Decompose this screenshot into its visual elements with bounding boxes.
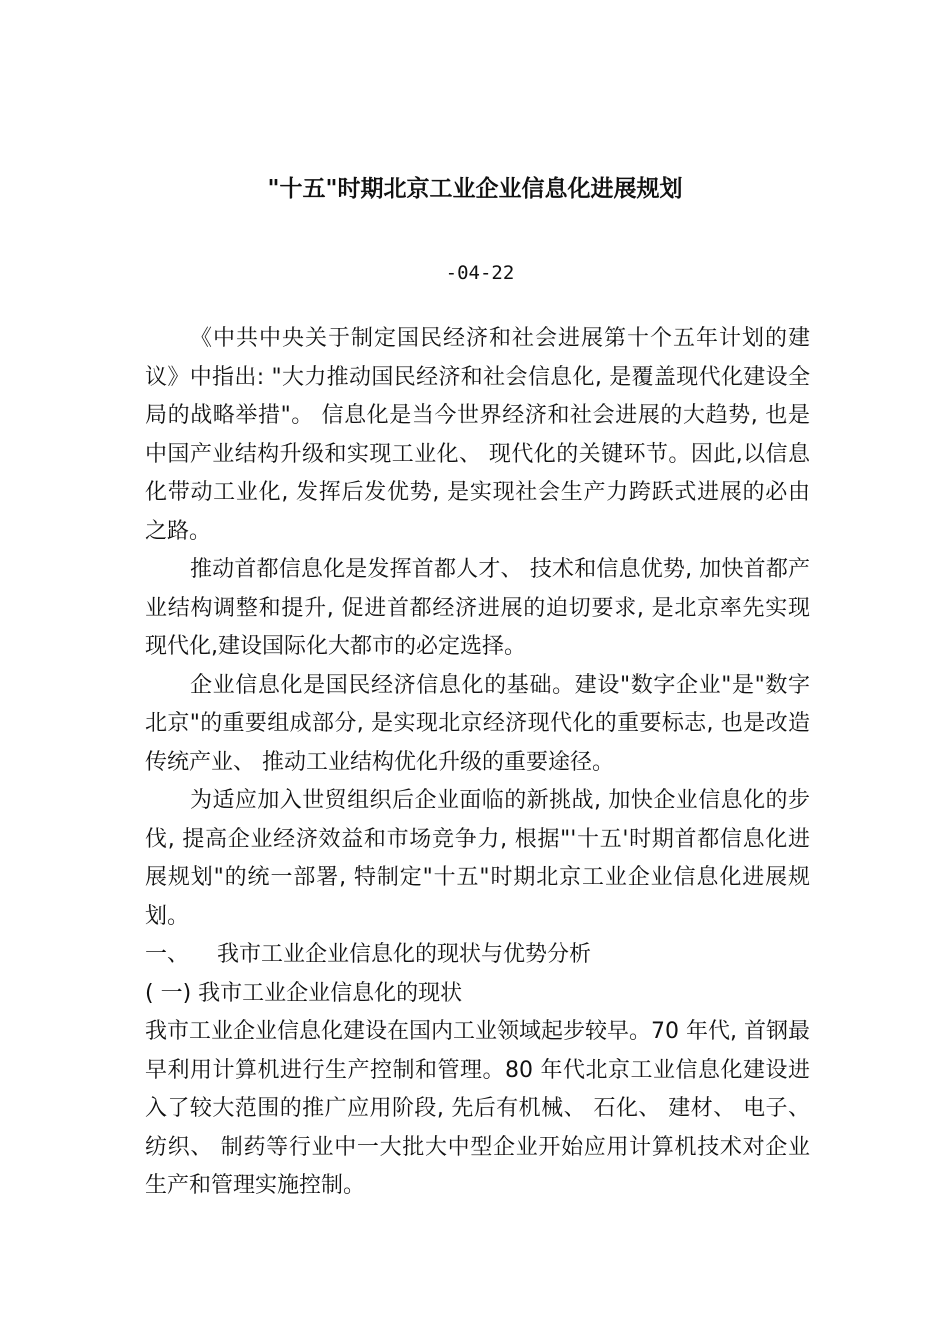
paragraph-4: 为适应加入世贸组织后企业面临的新挑战, 加快企业信息化的步伐, 提高企业经济效益和市场竞争力, 根据"'十五'时期首都信息化进展规划"的统一部署, 特制定"十五"时期北京工业企业信息化进展规划。 <box>145 788 810 929</box>
document-date: -04-22 <box>445 262 515 284</box>
paragraph-1: 《中共中央关于制定国民经济和社会进展第十个五年计划的建议》中指出: "大力推动国民经济和社会信息化, 是覆盖现代化建设全局的战略举措"。 信息化是当今世界经济和社会进展的大趋势, 也是中国产业结构升级和实现工业化、 现代化的关键环节。因此,以信息化带动工业化, 发挥后发优势, 是实现社会生产力跨跃式进展的必由之路。 <box>145 326 810 544</box>
paragraph-3: 企业信息化是国民经济信息化的基础。建设"数字企业"是"数字北京"的重要组成部分, 是实现北京经济现代化的重要标志, 也是改造传统产业、 推动工业结构优化升级的重要途径。 <box>145 672 811 775</box>
document-body <box>145 320 810 1206</box>
document-title: "十五"时期北京工业企业信息化进展规划 <box>267 176 683 202</box>
section-paragraph: 我市工业企业信息化建设在国内工业领域起步较早。70 年代, 首钢最早利用计算机进行生产控制和管理。80 年代北京工业信息化建设进入了较大范围的推广应用阶段, 先后有机械、 石化、 建材、 电子、 纺织、 制药等行业中一大批大中型企业开始应用计算机技术对企业生产和管理实施控制。 <box>145 1019 810 1198</box>
subsection-heading: ( 一) 我市工业企业信息化的现状 <box>145 980 463 1006</box>
section-heading: 一、 我市工业企业信息化的现状与优势分析 <box>145 942 591 967</box>
paragraph-2: 推动首都信息化是发挥首都人才、 技术和信息优势, 加快首都产业结构调整和提升, 促进首都经济进展的迫切要求, 是北京率先实现现代化,建设国际化大都市的必定选择。 <box>145 557 810 659</box>
